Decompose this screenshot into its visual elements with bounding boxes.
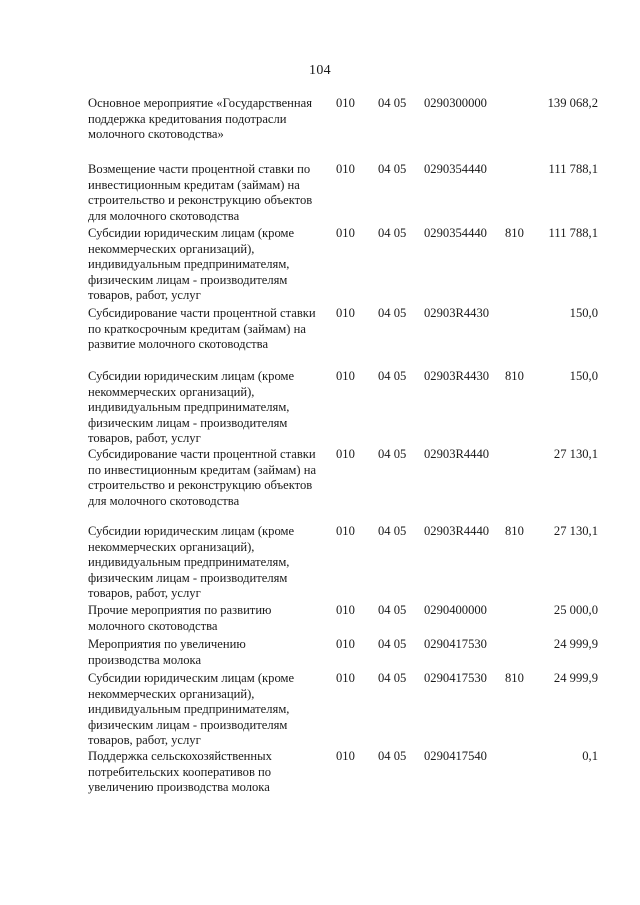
- row-description: Субсидирование части процентной ставки по инвестиционным кредитам (займам) на строительство и реконструкцию объектов для молочного скотоводства: [88, 447, 317, 508]
- amount: 111 788,1: [548, 226, 598, 240]
- amount: 139 068,2: [547, 96, 598, 110]
- ministry-code: 010: [336, 306, 355, 320]
- section-code: 04 05: [378, 226, 407, 240]
- expense-type-code: 810: [505, 369, 524, 383]
- amount: 150,0: [569, 369, 598, 383]
- row-description: Мероприятия по увеличению производства молока: [88, 637, 246, 667]
- ministry-code: 010: [336, 162, 355, 176]
- ministry-code: 010: [336, 226, 355, 240]
- target-article-code: 02903R4430: [424, 306, 490, 320]
- target-article-code: 02903R4430: [424, 369, 490, 383]
- ministry-code: 010: [336, 749, 355, 763]
- target-article-code: 0290417540: [424, 749, 487, 763]
- row-description: Субсидии юридическим лицам (кроме некоммерческих организаций), индивидуальным предпринимателям, физическим лицам - производителям товаров, работ, услуг: [88, 524, 295, 601]
- target-article-code: 02903R4440: [424, 447, 490, 461]
- amount: 27 130,1: [553, 447, 598, 461]
- ministry-code: 010: [336, 603, 355, 617]
- ministry-code: 010: [336, 447, 355, 461]
- section-code: 04 05: [378, 96, 407, 110]
- amount: 27 130,1: [553, 524, 598, 538]
- amount: 150,0: [569, 306, 598, 320]
- row-description: Поддержка сельскохозяйственных потребительских кооперативов по увеличению производства молока: [88, 749, 272, 795]
- ministry-code: 010: [336, 369, 355, 383]
- amount: 24 999,9: [553, 637, 598, 651]
- target-article-code: 0290354440: [424, 162, 487, 176]
- expense-type-code: 810: [505, 226, 524, 240]
- row-description: Субсидии юридическим лицам (кроме некоммерческих организаций), индивидуальным предпринимателям, физическим лицам - производителям товаров, работ, услуг: [88, 671, 295, 748]
- amount: 0,1: [582, 749, 598, 763]
- row-description: Субсидии юридическим лицам (кроме некоммерческих организаций), индивидуальным предпринимателям, физическим лицам - производителям товаров, работ, услуг: [88, 226, 295, 303]
- ministry-code: 010: [336, 524, 355, 538]
- amount: 24 999,9: [553, 671, 598, 685]
- section-code: 04 05: [378, 749, 407, 763]
- amount: 25 000,0: [553, 603, 598, 617]
- ministry-code: 010: [336, 671, 355, 685]
- target-article-code: 0290354440: [424, 226, 487, 240]
- section-code: 04 05: [378, 603, 407, 617]
- row-description: Субсидирование части процентной ставки по краткосрочным кредитам (займам) на развитие молочного скотоводства: [88, 306, 316, 352]
- section-code: 04 05: [378, 447, 407, 461]
- section-code: 04 05: [378, 637, 407, 651]
- target-article-code: 0290300000: [424, 96, 487, 110]
- section-code: 04 05: [378, 524, 407, 538]
- row-description: Субсидии юридическим лицам (кроме некоммерческих организаций), индивидуальным предпринимателям, физическим лицам - производителям товаров, работ, услуг: [88, 369, 295, 446]
- row-description: Прочие мероприятия по развитию молочного скотоводства: [88, 603, 272, 633]
- ministry-code: 010: [336, 96, 355, 110]
- section-code: 04 05: [378, 369, 407, 383]
- target-article-code: 0290417530: [424, 637, 487, 651]
- section-code: 04 05: [378, 671, 407, 685]
- section-code: 04 05: [378, 306, 407, 320]
- target-article-code: 0290400000: [424, 603, 487, 617]
- target-article-code: 0290417530: [424, 671, 487, 685]
- section-code: 04 05: [378, 162, 407, 176]
- row-description: Возмещение части процентной ставки по инвестиционным кредитам (займам) на строительство и реконструкцию объектов для молочного скотоводства: [88, 162, 313, 223]
- target-article-code: 02903R4440: [424, 524, 490, 538]
- ministry-code: 010: [336, 637, 355, 651]
- row-description: Основное мероприятие «Государственная поддержка кредитования подотрасли молочного скотоводства»: [88, 96, 313, 142]
- page-number: 104: [309, 63, 331, 78]
- expense-type-code: 810: [505, 671, 524, 685]
- amount: 111 788,1: [548, 162, 598, 176]
- expense-type-code: 810: [505, 524, 524, 538]
